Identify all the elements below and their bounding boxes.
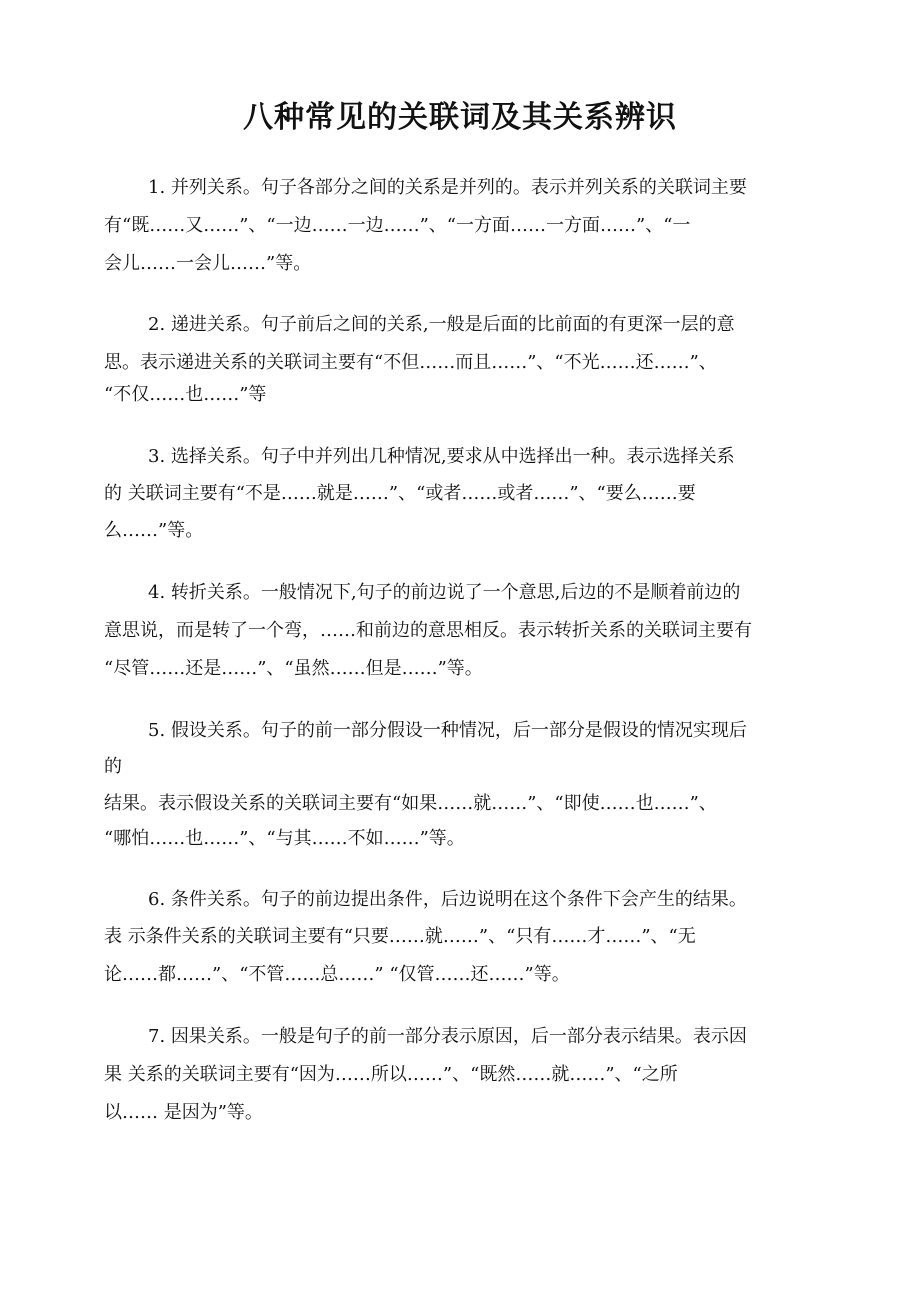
paragraph-line: 2. 递进关系。句子前后之间的关系,一般是后面的比前面的有更深一层的意 bbox=[148, 314, 735, 335]
paragraph-line: 思。表示递进关系的关联词主要有“不但……而且……”、“不光……还……”、 bbox=[104, 352, 717, 373]
paragraph-line: 1. 并列关系。句子各部分之间的关系是并列的。表示并列关系的关联词主要 bbox=[148, 177, 747, 198]
paragraph-line: 4. 转折关系。一般情况下,句子的前边说了一个意思,后边的不是顺着前边的 bbox=[148, 582, 741, 603]
document-title: 八种常见的关联词及其关系辨识 bbox=[243, 100, 677, 135]
paragraph-line: 以…… 是因为”等。 bbox=[104, 1102, 263, 1123]
paragraph-line: 么……”等。 bbox=[104, 520, 204, 541]
paragraph-line: 3. 选择关系。句子中并列出几种情况,要求从中选择出一种。表示选择关系 bbox=[148, 446, 735, 467]
paragraph-line: 会儿……一会儿……”等。 bbox=[104, 253, 312, 274]
paragraph-line: 果 关系的关联词主要有“因为……所以……”、“既然……就……”、“之所 bbox=[104, 1064, 678, 1085]
paragraph-line: 5. 假设关系。句子的前一部分假设一种情况，后一部分是假设的情况实现后 bbox=[148, 720, 747, 741]
paragraph-line: “不仅……也……”等 bbox=[104, 384, 267, 405]
paragraph-line: 结果。表示假设关系的关联词主要有“如果……就……”、“即使……也……”、 bbox=[104, 793, 717, 814]
paragraph-line: 有“既……又……”、“一边……一边……”、“一方面……一方面……”、“一 bbox=[104, 215, 691, 236]
paragraph-line: 7. 因果关系。一般是句子的前一部分表示原因，后一部分表示结果。表示因 bbox=[148, 1026, 747, 1047]
paragraph-line: 的 关联词主要有“不是……就是……”、“或者……或者……”、“要么……要 bbox=[104, 483, 696, 504]
paragraph-line: 论……都……”、“不管……总……” “仅管……还……”等。 bbox=[104, 964, 570, 985]
paragraph-line: “尽管……还是……”、“虽然……但是……”等。 bbox=[104, 658, 483, 679]
paragraph-line: “哪怕……也……”、“与其……不如……”等。 bbox=[104, 828, 465, 849]
paragraph-line: 的 bbox=[104, 756, 122, 777]
paragraph-line: 意思说，而是转了一个弯，……和前边的意思相反。表示转折关系的关联词主要有 bbox=[104, 620, 752, 641]
paragraph-line: 6. 条件关系。句子的前边提出条件，后边说明在这个条件下会产生的结果。 bbox=[148, 889, 747, 910]
paragraph-line: 表 示条件关系的关联词主要有“只要……就……”、“只有……才……”、“无 bbox=[104, 926, 696, 947]
